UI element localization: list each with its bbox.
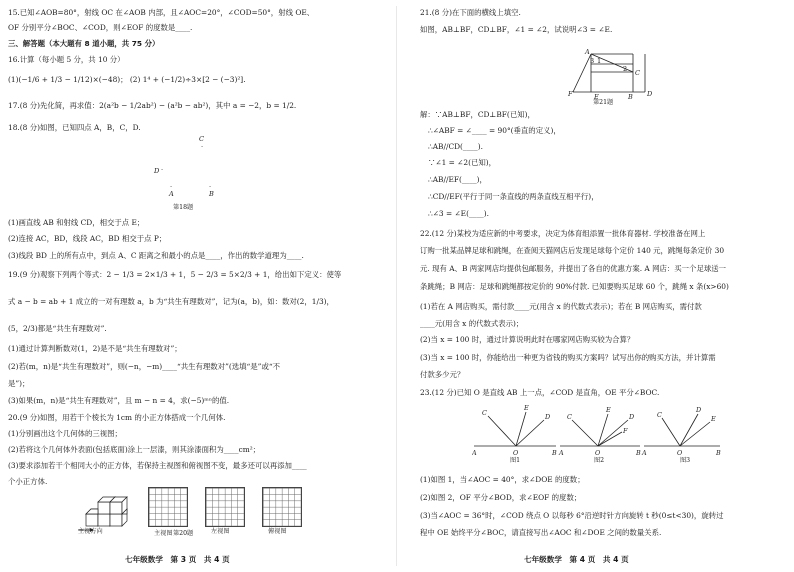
- q18-part2: (2)连接 AC，BD，线段 AC，BD 相交于点 P；: [8, 234, 167, 243]
- view-direction-label: 主视方向: [78, 528, 103, 535]
- fig21-label-c: C: [635, 69, 640, 77]
- page-4: [397, 0, 794, 572]
- fig23-2-label-f: F: [623, 427, 628, 435]
- q23-part3: (3)当∠AOC = 36°时，∠COD 绕点 O 以每秒 6°沿逆时针方向旋转 t 秒(0≤t<30)，旋转过: [420, 511, 724, 520]
- front-view-label: 主视图: [154, 530, 173, 537]
- point-d-dot: ·: [161, 166, 164, 174]
- left-view-grid: [205, 487, 245, 527]
- q19-part1: (1)通过计算判断数对(1，2)是不是“共生有理数对”；: [8, 344, 182, 353]
- q20-text: 20.(9 分)如图，用若干个棱长为 1cm 的小正方体搭成一个几何体.: [8, 413, 226, 422]
- q16-heading: 16.计算（每小题 5 分，共 10 分）: [8, 55, 125, 64]
- q15-line1: 15.已知∠AOB=80°，射线 OC 在∠AOB 内部，且∠AOC=20°，∠COD=50°，射线 OE、: [8, 8, 315, 17]
- fig23-caption-2: 图2: [594, 457, 605, 464]
- q19-part2: (2)若(m，n)是“共生有理数对”，则(−n，−m)____“共生有理数对”(选填“是”或“不: [8, 362, 281, 371]
- top-view-label: 俯视图: [268, 528, 287, 535]
- fig23-3-label-c: C: [657, 411, 662, 419]
- fig21-angle-1: 1: [597, 57, 602, 65]
- fig23-2-label-e: E: [606, 406, 611, 414]
- q23-text: 23.(12 分)已知 O 是直线 AB 上一点，∠COD 是直角，OE 平分∠BOC.: [420, 388, 660, 397]
- point-c-label: C: [199, 135, 205, 143]
- q21-sol-5: ∴AB//EF(____)，: [428, 175, 487, 184]
- q18-part3: (3)线段 BD 上的所有点中，到点 A、C 距离之和最小的点是____，作出的数学道理为____.: [8, 251, 304, 260]
- figure-18: [140, 134, 260, 214]
- fig23-1-label-b: B: [552, 449, 557, 457]
- q21-sol-1: 解：∵AB⊥BF，CD⊥BF(已知)，: [420, 110, 535, 119]
- figure-21-caption: 第21题: [593, 99, 614, 106]
- left-view-label: 左视图: [211, 528, 230, 535]
- point-c-dot: ·: [201, 143, 204, 151]
- q19-part3: (3)如果(m，n)是“共生有理数对”，且 m − n = 4，求(−5)ᵐⁿ的值.: [8, 396, 230, 405]
- q20-part3: (3)要求添加若干个相同大小的正方体，若保持主视图和俯视图不变，最多还可以再添加____: [8, 461, 307, 470]
- q21-heading: 21.(8 分)在下面的横线上填空.: [420, 8, 521, 17]
- front-view-grid: [148, 487, 188, 527]
- q16-expressions: (1)(−1/6 + 1/3 − 1/12)×(−48)； (2) 1⁴ + (−1/2)÷3×[2 − (−3)²].: [8, 75, 246, 84]
- q21-text: 如图，AB⊥BF，CD⊥BF，∠1 = ∠2，试说明∠3 = ∠E.: [420, 25, 613, 34]
- fig23-3-label-b: B: [716, 449, 721, 457]
- q17-text: 17.(8 分)先化简，再求值：2(a²b − 1/2ab²) − (a²b − ab²)，其中 a = −2，b = 1/2.: [8, 101, 297, 110]
- fig23-caption-1: 图1: [510, 457, 521, 464]
- q21-sol-2: ∴∠ABF = ∠____ = 90°(垂直的定义)，: [428, 126, 561, 135]
- q21-sol-6: ∴CD//EF(平行于同一条直线的两条直线互相平行)，: [428, 192, 599, 201]
- fig23-2-label-o: O: [595, 449, 601, 457]
- q23-part1: (1)如图 1，当∠AOC = 40°，求∠DOE 的度数；: [420, 475, 585, 484]
- point-d-label: D: [154, 167, 160, 175]
- fig23-1-label-a: A: [472, 449, 477, 457]
- q22-part1: (1)若在 A 网店购买，需付款____元(用含 x 的代数式表示)；若在 B 网店购买，需付款: [420, 302, 702, 311]
- q21-sol-7: ∴∠3 = ∠E(____).: [428, 209, 489, 218]
- fig23-2-label-c: C: [567, 413, 572, 421]
- q22-line3: 元. 现有 A、B 两家网店均提供包邮服务，并提出了各自的优惠方案. A 网店：买一个足球送一: [420, 264, 727, 273]
- fig21-label-b: B: [628, 93, 633, 100]
- point-b-dot: ·: [209, 183, 212, 191]
- q20-part2: (2)若将这个几何体外表面(包括底面)涂上一层漆，则其涂漆面积为____cm²；: [8, 445, 261, 454]
- q20-part3-cont: 个小正方体.: [8, 477, 48, 486]
- section-3-heading: 三、解答题（本大题有 8 道小题，共 75 分）: [8, 39, 160, 48]
- fig23-1-label-e: E: [524, 404, 529, 412]
- page-3-footer: 七年级数学 第 3 页 共 4 页: [125, 555, 230, 565]
- q19-line2: 式 a − b = ab + 1 成立的一对有理数 a，b 为“共生有理数对”，记为(a，b)，如：数对(2，1/3)，: [8, 297, 334, 306]
- fig21-label-f: F: [568, 90, 573, 98]
- fig23-3-label-o: O: [677, 449, 683, 457]
- fig23-2-label-b: B: [636, 449, 641, 457]
- q22-line2: 订购一批某品牌足球和跳绳，在查阅天猫网店后发现足球每个定价 140 元，跳绳每条定价 30: [420, 246, 725, 255]
- fig23-1-label-d: D: [545, 413, 551, 421]
- q23-part3-cont: 程中 OE 始终平分∠BOC，请直接写出∠AOC 和∠DOE 之间的数量关系.: [420, 528, 662, 537]
- point-a-label: A: [169, 190, 174, 198]
- figure-21: [561, 44, 661, 100]
- figure-20-caption: 第20题: [173, 530, 194, 537]
- fig21-label-d: D: [647, 90, 653, 98]
- fig23-1-label-c: C: [482, 409, 487, 417]
- fig23-2-label-d: D: [629, 413, 635, 421]
- q22-part2: (2)当 x = 100 时，通过计算说明此时在哪家网店购买较为合算？: [420, 335, 635, 344]
- page-4-footer: 七年级数学 第 4 页 共 4 页: [524, 555, 629, 565]
- q19-part2-cont: 是”)；: [8, 379, 30, 388]
- fig21-label-a: A: [585, 48, 590, 56]
- top-view-grid: [262, 487, 302, 527]
- q20-part1: (1)分别画出这个几何体的三视图；: [8, 429, 122, 438]
- q22-part3: (3)当 x = 100 时，你能给出一种更为省钱的购买方案吗？试写出你的购买方法，并计算需: [420, 353, 716, 362]
- q18-part1: (1)画直线 AB 和射线 CD，相交于点 E；: [8, 218, 145, 227]
- q19-line3: (5，2/3)都是“共生有理数对”.: [8, 324, 107, 333]
- q21-sol-3: ∴AB//CD(____).: [428, 142, 483, 151]
- point-b-label: B: [209, 190, 214, 198]
- q18-text: 18.(8 分)如图，已知四点 A，B，C，D.: [8, 123, 141, 132]
- fig21-label-e: E: [594, 93, 599, 100]
- fig23-3-label-d: D: [696, 406, 702, 414]
- fig21-angle-3: 3: [590, 57, 595, 65]
- q21-sol-4: ∵∠1 = ∠2(已知)，: [428, 158, 497, 167]
- figure-18-caption: 第18题: [173, 204, 194, 211]
- point-a-dot: ·: [170, 183, 173, 191]
- q19-line1: 19.(9 分)观察下列两个等式：2 − 1/3 = 2×1/3 + 1，5 − 2/3 = 5×2/3 + 1，给出如下定义：使等: [8, 270, 342, 279]
- q22-part3-cont: 付款多少元？: [420, 370, 465, 379]
- q15-line2: OF 分别平分∠BOC、∠COD，则∠EOF 的度数是____.: [8, 23, 193, 32]
- fig21-angle-2: 2: [623, 65, 628, 73]
- fig23-3-label-e: E: [711, 415, 716, 423]
- q22-line1: 22.(12 分)某校为适应新的中考要求，决定为体育组添置一批体育器材. 学校准备在网上: [420, 229, 706, 238]
- q22-line4: 条跳绳；B 网店：足球和跳绳都按定价的 90%付款. 已知要购买足球 60 个，跳绳 x 条(x>60): [420, 282, 729, 291]
- fig23-caption-3: 图3: [680, 457, 691, 464]
- q23-part2: (2)如图 2，OF 平分∠BOD，求∠EOF 的度数；: [420, 493, 582, 502]
- fig23-2-label-a: A: [559, 449, 564, 457]
- q22-part1-cont: ____元(用含 x 的代数式表示)；: [420, 319, 524, 328]
- fig23-1-label-o: O: [513, 449, 519, 457]
- fig23-3-label-a: A: [642, 449, 647, 457]
